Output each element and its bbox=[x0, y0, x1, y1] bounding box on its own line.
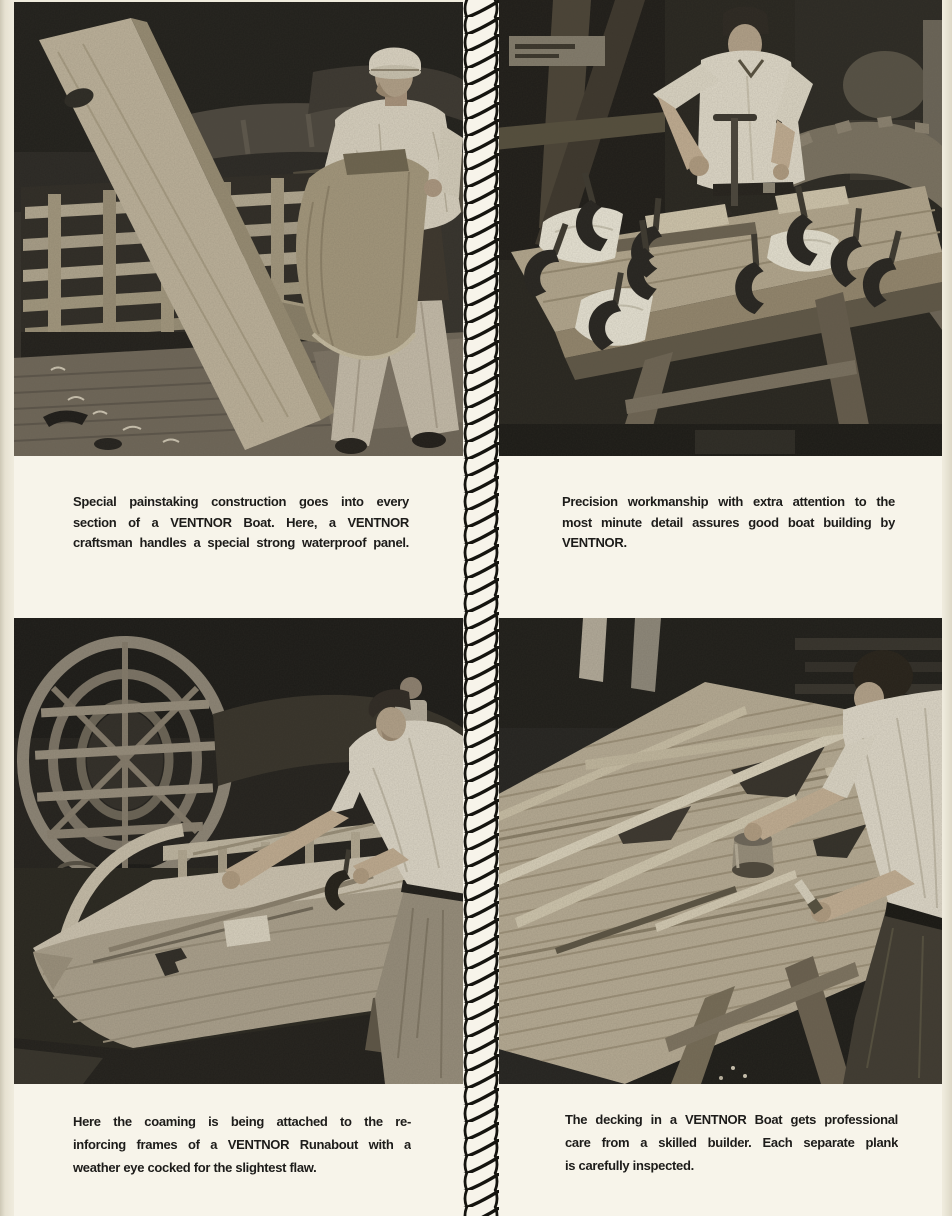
caption-line: is carefully inspected. bbox=[565, 1158, 694, 1173]
photo-coaming-runabout bbox=[13, 618, 466, 1084]
caption-line: Precision workmanship with extra attention to the bbox=[562, 494, 895, 509]
caption-line: VENTNOR. bbox=[562, 535, 627, 550]
rope-divider bbox=[463, 0, 499, 1216]
caption-line: most minute detail assures good boat building by bbox=[562, 514, 895, 530]
caption-line: The decking in a VENTNOR Boat gets professional bbox=[565, 1112, 898, 1127]
caption-line: weather eye cocked for the slightest flaw. bbox=[73, 1160, 317, 1175]
caption-line: inforcing frames of a VENTNOR Runabout with a bbox=[73, 1137, 411, 1152]
caption-top-right bbox=[562, 492, 895, 554]
page-left-edge bbox=[0, 0, 14, 1216]
caption-bottom-left bbox=[73, 1110, 411, 1179]
photo-craftsman-panel bbox=[13, 2, 466, 456]
caption-top-left bbox=[73, 492, 409, 554]
page-right-edge bbox=[942, 0, 952, 1216]
caption-line: Special painstaking construction goes into every bbox=[73, 494, 409, 509]
caption-line: section of a VENTNOR Boat. Here, a VENTNOR bbox=[73, 514, 409, 530]
caption-line: Here the coaming is being attached to the re- bbox=[73, 1114, 411, 1129]
caption-bottom-right bbox=[565, 1108, 898, 1177]
photo-clamps-workbench bbox=[495, 0, 942, 456]
caption-line: care from a skilled builder. Each separate plank bbox=[565, 1135, 898, 1150]
photo-decking-inspection bbox=[495, 618, 942, 1084]
caption-line: craftsman handles a special strong waterproof panel. bbox=[73, 535, 409, 550]
